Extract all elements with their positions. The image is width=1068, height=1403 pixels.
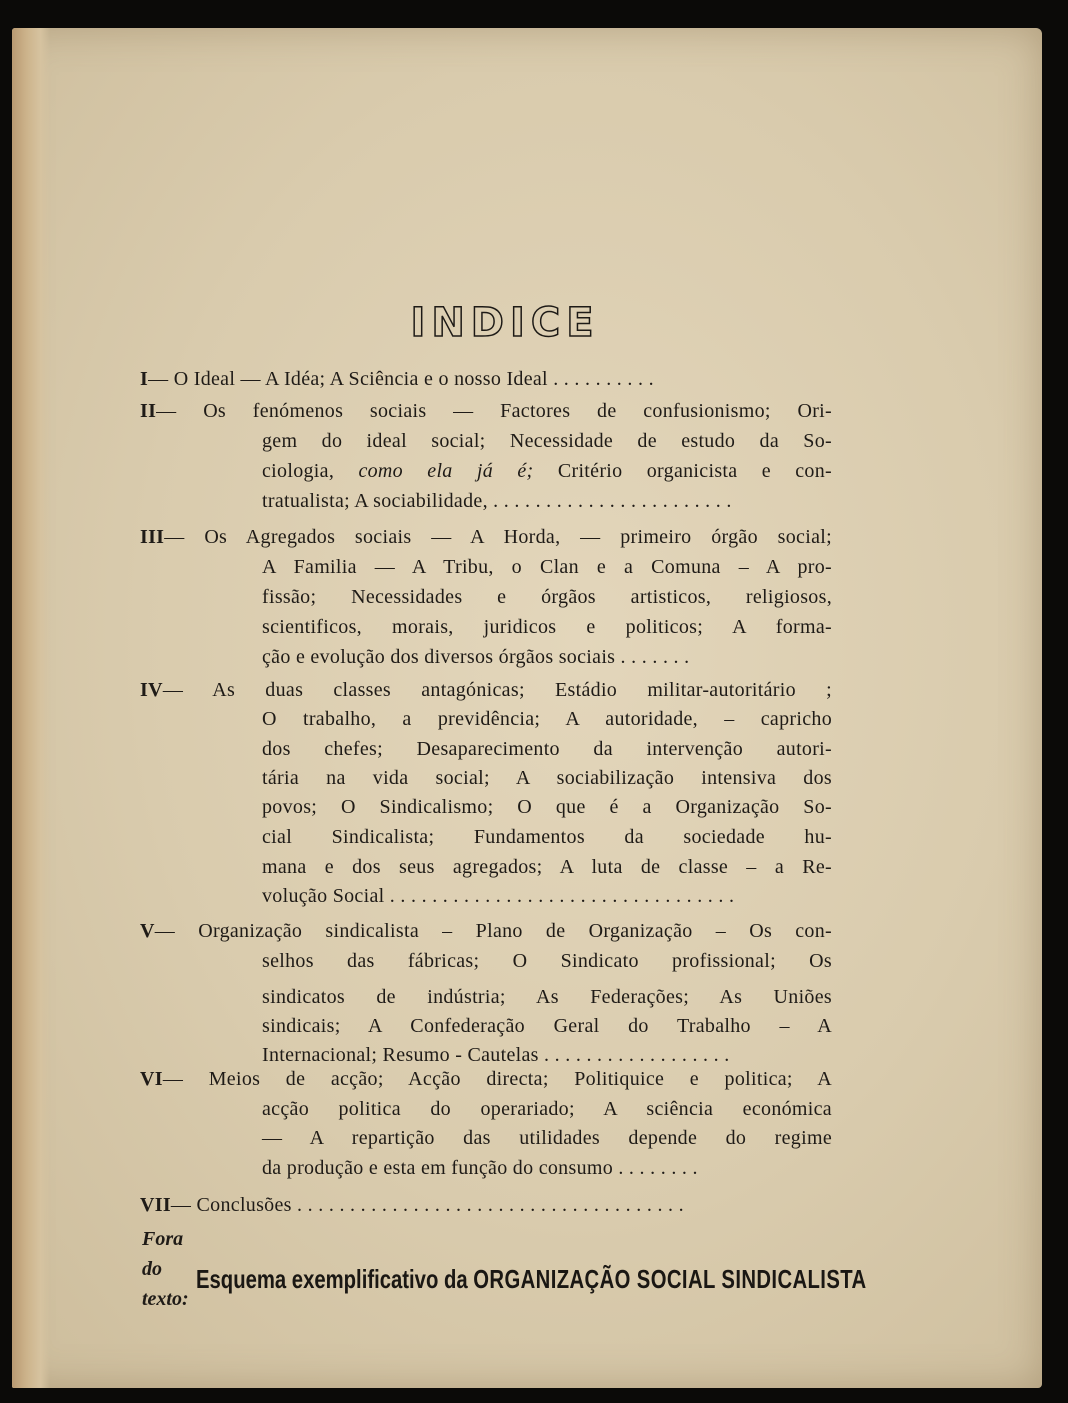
chapter-iv-line-6: cial Sindicalista; Fundamentos da sociedade hu-	[262, 826, 832, 848]
chapter-vi-line-3: — A repartição das utilidades depende do regime	[262, 1127, 832, 1149]
chapter-iv-line-5: povos; O Sindicalismo; O que é a Organização So-	[262, 796, 832, 818]
chapter-iii-line-1	[140, 522, 832, 552]
chapter-iv-line-2: O trabalho, a previdência; A autoridade, – capricho	[262, 708, 832, 730]
chapter-ii-text-1: — Os fenómenos sociais — Factores de confusionismo; Ori-	[156, 400, 832, 422]
chapter-vi-line-4: da produção e esta em função do consumo . . . . . . . .	[262, 1157, 698, 1179]
chapter-vii-line-1	[140, 1190, 832, 1220]
chapter-v-line-4: sindicais; A Confederação Geral do Trabalho – A	[262, 1015, 832, 1037]
chapter-iii-line-2: A Familia — A Tribu, o Clan e a Comuna – A pro-	[262, 556, 832, 578]
chapter-ii-line-4: tratualista; A sociabilidade, . . . . . . . . . . . . . . . . . . . . . . .	[262, 490, 732, 512]
scheme-title-prefix: Esquema exemplificativo da	[196, 1264, 474, 1294]
chapter-vi-numeral: VI	[140, 1068, 163, 1090]
chapter-ii-line-1	[140, 396, 832, 426]
chapter-ii-line-2: gem do ideal social; Necessidade de estudo da So-	[262, 430, 832, 452]
chapter-iii-line-3: fissão; Necessidades e órgãos artisticos, religiosos,	[262, 586, 832, 608]
chapter-vi-line-2: acção politica do operariado; A sciência económica	[262, 1098, 832, 1120]
chapter-iv-line-8: volução Social . . . . . . . . . . . . . . . . . . . . . . . . . . . . . . . . .	[262, 885, 735, 907]
chapter-ii-italic-phrase: como ela já é;	[358, 460, 534, 482]
chapter-iii-line-5: ção e evolução dos diversos órgãos sociais . . . . . . .	[262, 646, 690, 668]
index-title-text: INDICE	[410, 300, 600, 346]
chapter-iii-numeral: III	[140, 526, 165, 548]
chapter-iv-line-1	[140, 675, 832, 705]
scheme-title	[196, 1262, 867, 1296]
chapter-v-line-1	[140, 916, 832, 946]
fora-do-texto-label: Fora do texto:	[142, 1228, 189, 1310]
chapter-vi-line-1	[140, 1064, 832, 1094]
chapter-iii-line-4: scientificos, morais, juridicos e politicos; A forma-	[262, 616, 832, 638]
chapter-v-line-2: selhos das fábricas; O Sindicato profissional; Os	[262, 950, 832, 972]
index-title	[365, 300, 645, 346]
chapter-ii-numeral: II	[140, 400, 157, 422]
chapter-vi-text-1: — Meios de acção; Acção directa; Politiquice e politica; A	[162, 1068, 832, 1090]
chapter-v-line-5: Internacional; Resumo - Cautelas . . . . . . . . . . . . . . . . . .	[262, 1044, 730, 1066]
chapter-i-text: — O Ideal — A Idéa; A Sciência e o nosso Ideal . . . . . . . . . .	[148, 368, 654, 390]
chapter-ii-text-3: ciologia,	[262, 460, 359, 482]
chapter-iv-line-4: tária na vida social; A sociabilização intensiva dos	[262, 767, 832, 789]
chapter-v-line-3: sindicatos de indústria; As Federações; As Uniões	[262, 986, 832, 1008]
chapter-i-numeral: I	[140, 368, 149, 390]
chapter-iv-numeral: IV	[140, 679, 163, 701]
chapter-iv-line-3: dos chefes; Desaparecimento da intervenção autori-	[262, 738, 832, 760]
chapter-ii-line-3	[262, 456, 832, 486]
chapter-ii-text-3-tail: Critério organicista e con-	[533, 460, 832, 482]
chapter-v-text-1: — Organização sindicalista – Plano de Organização – Os con-	[154, 920, 832, 942]
chapter-iv-text-1: — As duas classes antagónicas; Estádio militar-autoritário ;	[162, 679, 832, 701]
chapter-vii-text: — Conclusões . . . . . . . . . . . . . . . . . . . . . . . . . . . . . . . . . . . . .	[170, 1194, 684, 1216]
chapter-v-numeral: V	[140, 920, 155, 942]
scheme-title-caps: ORGANIZAÇÃO SOCIAL SINDICALISTA	[473, 1264, 867, 1294]
chapter-vii-numeral: VII	[140, 1194, 171, 1216]
chapter-iv-line-7: mana e dos seus agregados; A luta de classe – a Re-	[262, 856, 832, 878]
chapter-i-line-1	[140, 364, 832, 394]
chapter-iii-text-1: — Os Agregados sociais — A Horda, — primeiro órgão social;	[164, 526, 832, 548]
page-spine-edge	[12, 28, 50, 1388]
